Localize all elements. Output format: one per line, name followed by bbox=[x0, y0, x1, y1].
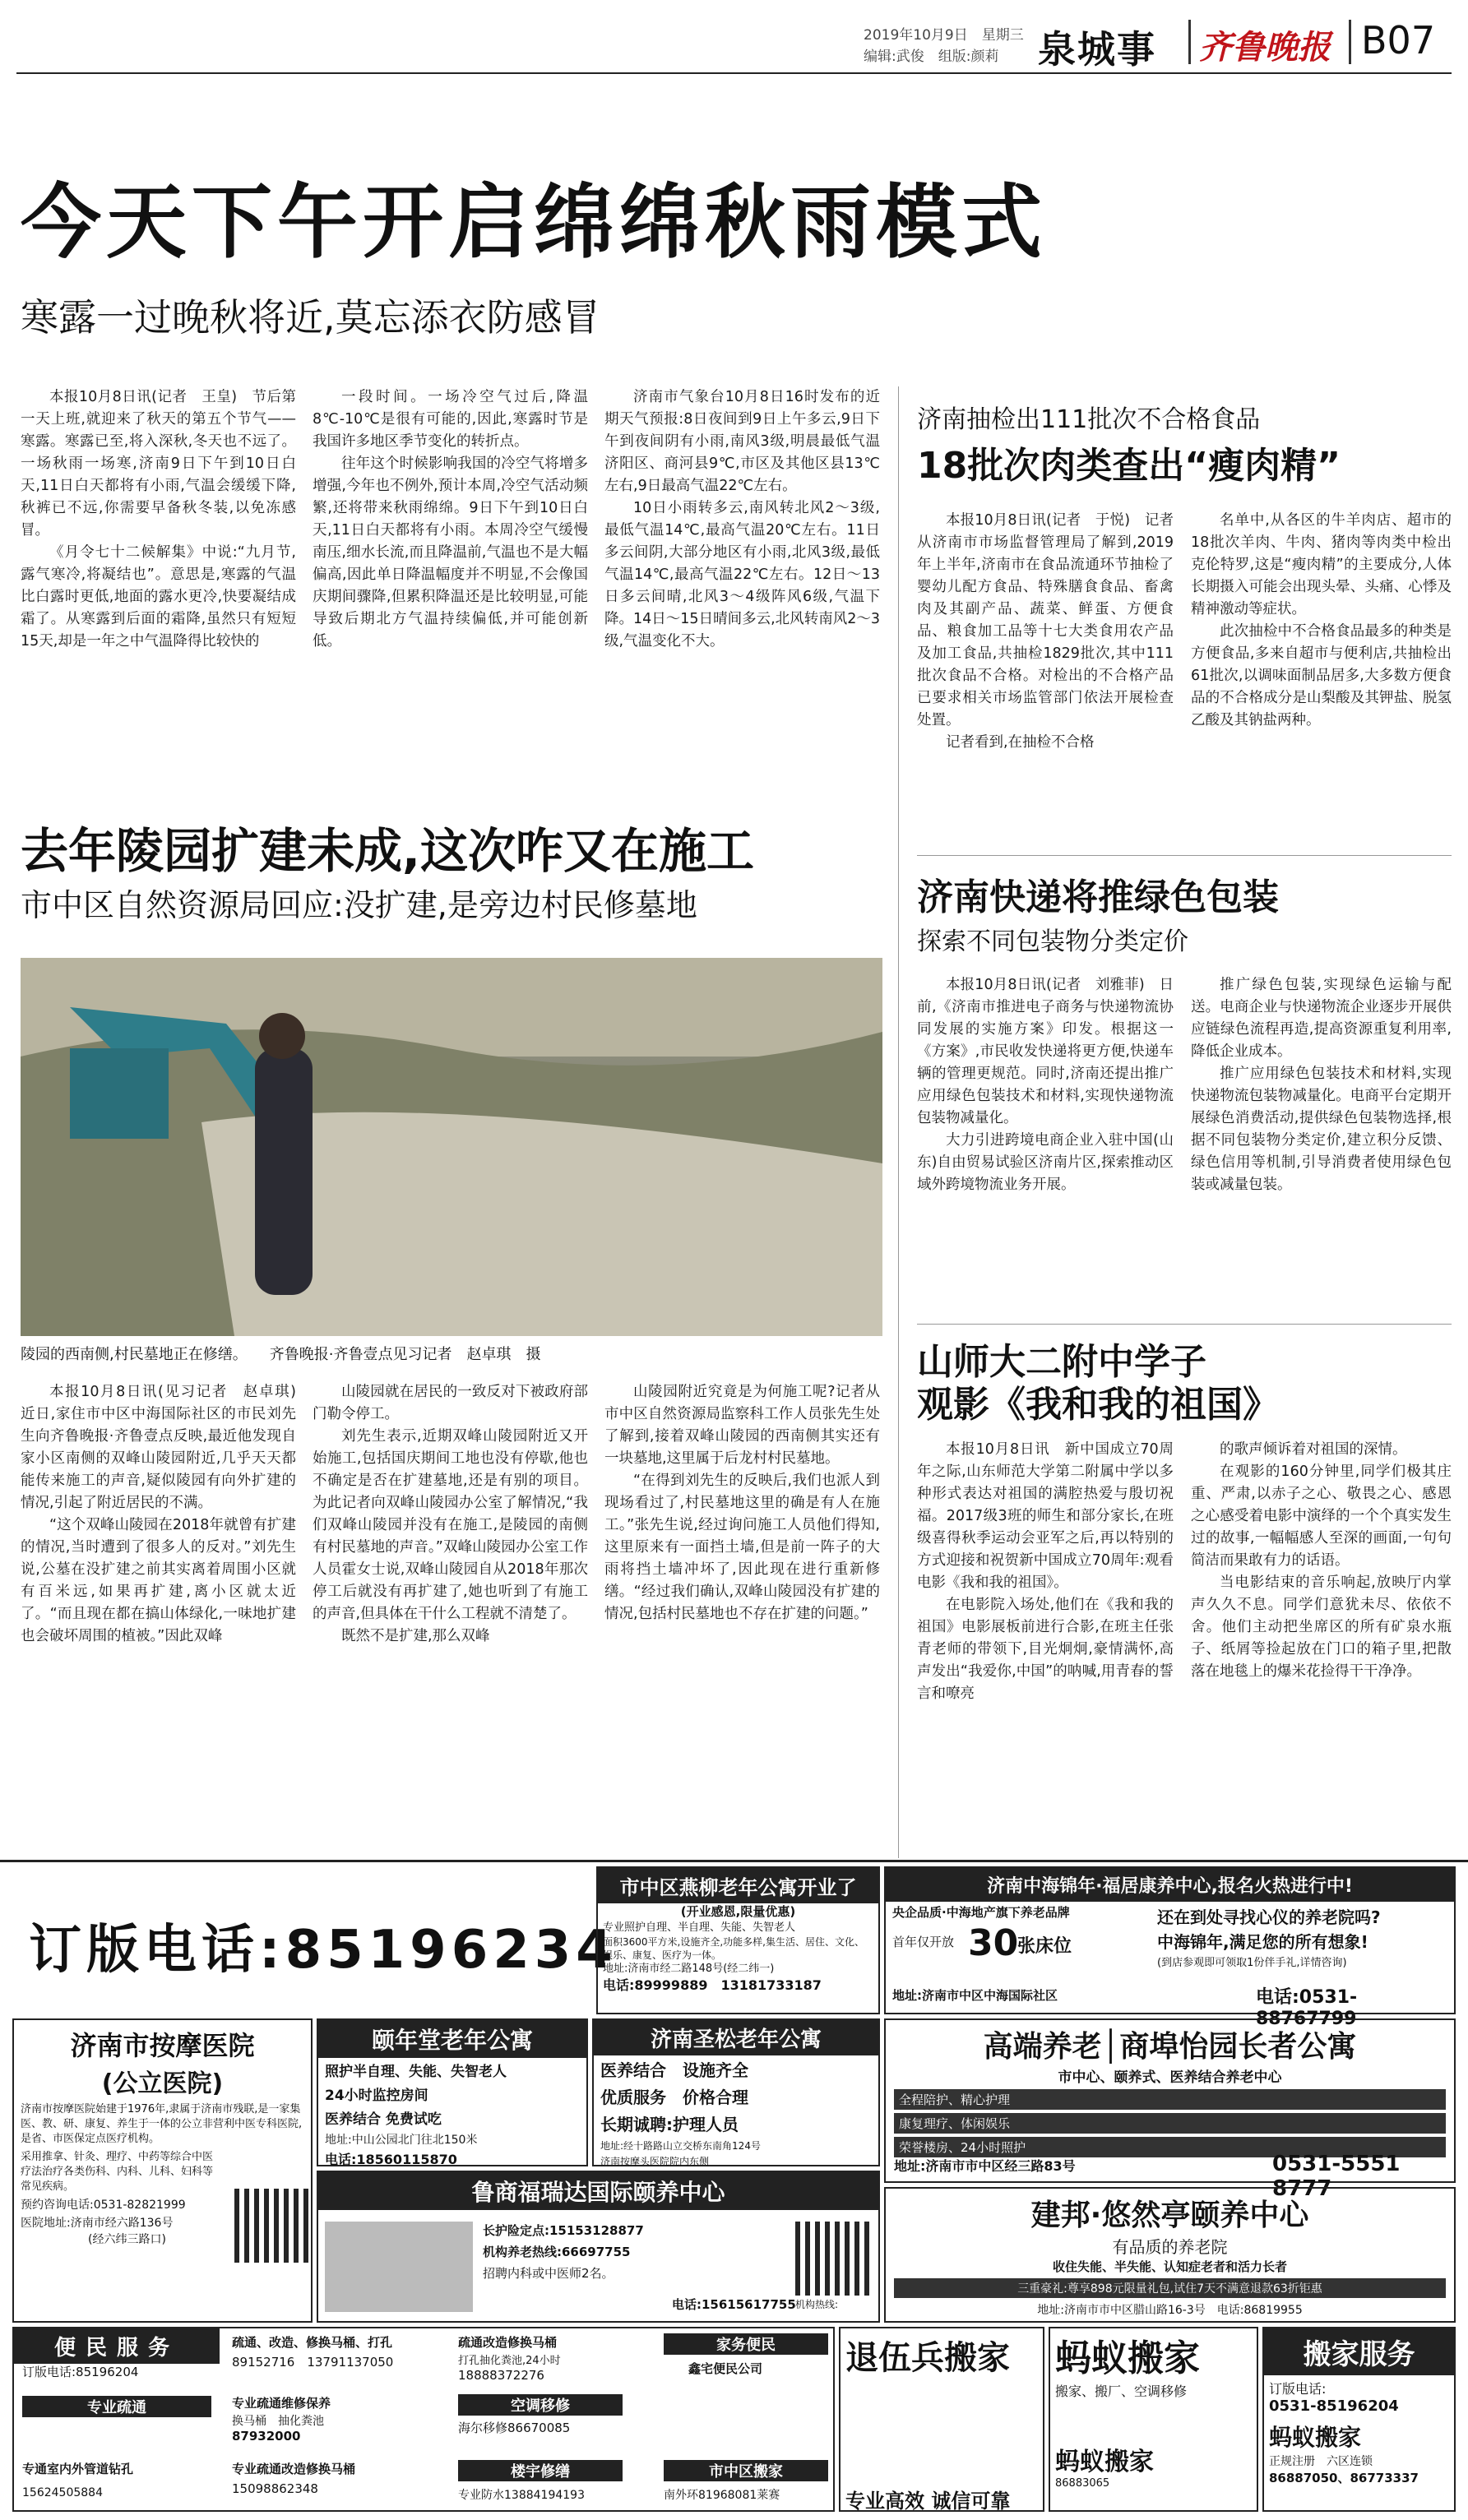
jianbang-promo: 三重豪礼:尊享898元限量礼包,试住7天不满意退款63折钜惠 bbox=[894, 2278, 1446, 2298]
paragraph: 既然不是扩建,那么双峰 bbox=[341, 1628, 490, 1644]
yinian-address: 地址:中山公园北门往北150米 bbox=[325, 2134, 478, 2147]
jianbang-sub: 有品质的养老院 bbox=[1112, 2237, 1228, 2257]
gaoduan-sub: 市中心、颐养式、医养结合养老中心 bbox=[1058, 2069, 1282, 2086]
jianbang-ad bbox=[884, 2187, 1456, 2323]
gaoduan-feature: 荣誉楼房、24小时照护 bbox=[894, 2137, 1446, 2157]
paragraph: 《月令七十二候解集》中说:“九月节,露气寒冷,将凝结也”。意思是,寒露的气温比白露时更低,地面的露水更冷,快要凝结成霜了。从寒露到后面的霜降,虽然只有短短15天,却是一年之中气温降得比较快的 bbox=[21, 544, 296, 650]
bianmin-category: 家务便民 bbox=[664, 2333, 828, 2355]
fujing-slogan: 中海锦年,满足您的所有想象! bbox=[1157, 1932, 1368, 1952]
massage-hospital-ad bbox=[12, 2018, 313, 2323]
shengsong-line: 医养结合 设施齐全 bbox=[600, 2060, 748, 2080]
paragraph: 名单中,从各区的牛羊肉店、超市的18批次羊肉、牛肉、猪肉等肉类中检出克伦特罗,这是“瘦肉精”的主要成分,人体长期摄入可能会出现头晕、头痛、心悸及精神激动等症状。 bbox=[1191, 512, 1452, 617]
gaoduan-phone: 0531-5551 8777 bbox=[1272, 2152, 1401, 2201]
yinian-ad bbox=[317, 2018, 588, 2166]
qr-code-icon bbox=[795, 2222, 869, 2296]
page-number: B07 bbox=[1361, 18, 1436, 62]
bianmin-service: 疏通改造修换马桶 bbox=[458, 2335, 558, 2350]
yinian-tel: 电话:18560115870 bbox=[325, 2152, 457, 2167]
bianmin-category: 专业疏通 bbox=[22, 2396, 211, 2417]
express-column-1 bbox=[917, 974, 1174, 1328]
paragraph: 本报10月8日讯 新中国成立70周年之际,山东师范大学第二附属中学以多种形式表达对祖国的满腔热爱与殷切祝福。2017级3班的师生和部分家长,在班级喜得秋季运动会亚军之后,再以特别的方式迎接和祝贺新中国成立70周年:观看电影《我和我的祖国》。 bbox=[917, 1441, 1174, 1591]
paragraph: 刘先生表示,近期双峰山陵园附近又开始施工,包括国庆期间工地也没有停歇,他也不确定是否在扩建墓地,还是有别的项目。为此记者向双峰山陵园办公室了解情况,“我们双峰山陵园并没有在施工,是陵园的南侧有村民墓地的声音。”双峰山陵园办公室工作人员霍女士说,双峰山陵园自从2018年那次停工后就没有再扩建了,她也听到了有施工的声音,但具体在干什么工程就不清楚了。 bbox=[313, 1428, 588, 1622]
photo-person bbox=[255, 1048, 313, 1295]
fujing-first-year: 首年仅开放 bbox=[892, 1935, 955, 1949]
bianmin-phone: 87932000 bbox=[232, 2429, 301, 2444]
banjia-phone: 0531-85196204 bbox=[1269, 2397, 1399, 2415]
massage-tel: 预约咨询电话:0531-82821999 bbox=[21, 2199, 186, 2212]
lead-headline: 今天下午开启绵绵秋雨模式 bbox=[21, 176, 1048, 270]
bianmin-phone: 15624505884 bbox=[22, 2486, 103, 2499]
shengsong-address: 地址:经十路路山立交桥东南角124号 bbox=[600, 2140, 761, 2152]
massage-sub: (公立医院) bbox=[101, 2069, 224, 2098]
paragraph: 济南市气象台10月8日16时发布的近期天气预报:8日夜间到9日上午多云,9日下午到夜间阴有小雨,南风3级,明晨最低气温济阳区、商河县9℃,市区及其他区县13℃左右,9日最高气温22℃左右。 bbox=[604, 389, 880, 494]
paragraph: 往年这个时候影响我国的冷空气将增多增强,今年也不例外,预计本周,冷空气活动频繁,还将带来秋雨绵绵。9日下午到10日白天,11日白天都将有小雨。本周冷空气缓慢南压,细水长流,而且降温前,气温也不是大幅偏高,因此单日降温幅度并不明显,不会像国庆期间骤降,但累积降温还是比较明显,可能导致后期北方气温持续偏低,并可能创新低。 bbox=[313, 455, 588, 650]
yanliu-line: 面积3600平方米,设施齐全,功能多样,集生活、居住、文化、娱乐、康复、医疗为一体。 bbox=[603, 1936, 864, 1961]
bianmin-service: 专业疏通改造修换马桶 bbox=[232, 2462, 356, 2476]
masthead-divider bbox=[1188, 20, 1191, 64]
tomb-column-1 bbox=[21, 1381, 311, 1875]
paragraph: 山陵园就在居民的一致反对下被政府部门勒令停工。 bbox=[313, 1384, 588, 1422]
section-name: 泉城事 bbox=[1038, 27, 1156, 72]
express-headline: 济南快递将推绿色包装 bbox=[917, 876, 1279, 918]
paragraph: 推广绿色包装,实现绿色运输与配送。电商企业与快递物流企业逐步开展供应链绿色流程再造,提高资源重复利用率,降低企业成本。 bbox=[1191, 977, 1452, 1060]
lushang-title: 鲁商福瑞达国际颐养中心 bbox=[318, 2172, 878, 2210]
movie-headline-2: 观影《我和我的祖国》 bbox=[917, 1384, 1279, 1426]
fujing-address: 地址:济南市中区中海国际社区 bbox=[892, 1988, 1058, 2003]
lead-column-1 bbox=[21, 386, 296, 789]
yinian-line: 照护半自理、失能、失智老人 bbox=[325, 2064, 507, 2080]
gaoduan-feature: 康复理疗、体闲娱乐 bbox=[894, 2113, 1446, 2134]
editors-credit: 编辑:武俊 组版:颜莉 bbox=[864, 49, 999, 65]
bianmin-phone: 89152716 13791137050 bbox=[232, 2355, 394, 2370]
tomb-subhead: 市中区自然资源局回应:没扩建,是旁边村民修墓地 bbox=[21, 887, 697, 923]
lushang-recruit: 招聘内科或中医师2名。 bbox=[483, 2266, 614, 2281]
express-column-2 bbox=[1191, 974, 1452, 1328]
fujing-beds-unit: 张床位 bbox=[1017, 1936, 1072, 1957]
paper-logo: 齐鲁晚报 bbox=[1199, 28, 1331, 67]
bianmin-sub: 订版电话:85196204 bbox=[22, 2365, 139, 2379]
banjia-title: 搬家服务 bbox=[1264, 2328, 1454, 2375]
banjia-phone-2: 86887050、86773337 bbox=[1269, 2471, 1419, 2485]
bianmin-phone: 15098862348 bbox=[232, 2481, 318, 2496]
gaoduan-address: 地址:济南市市中区经三路83号 bbox=[894, 2158, 1076, 2174]
banjia-ad bbox=[1262, 2327, 1456, 2512]
masthead-divider-2 bbox=[1349, 20, 1351, 64]
fujing-ad bbox=[884, 1866, 1456, 2029]
jianbang-line: 收住失能、半失能、认知症老者和活力长者 bbox=[1052, 2259, 1287, 2274]
banjia-info: 正规注册 六区连锁 bbox=[1269, 2455, 1373, 2468]
bianmin-phone: 18888372276 bbox=[458, 2368, 544, 2383]
massage-treatment: 采用推拿、针灸、理疗、中药等综合中医疗法治疗各类伤科、内科、儿科、妇科等常见疾病。 bbox=[21, 2151, 214, 2193]
yanliu-line: 专业照护自理、半自理、失能、失智老人 bbox=[603, 1921, 796, 1934]
yinian-line: 24小时监控房间 bbox=[325, 2088, 428, 2104]
movie-headline-1: 山师大二附中学子 bbox=[917, 1341, 1206, 1383]
lushang-tel: 长护险定点:15153128877 bbox=[483, 2223, 644, 2238]
tuiwu-title: 退伍兵搬家 bbox=[845, 2339, 1010, 2377]
massage-address-2: (经六纬三路口) bbox=[88, 2233, 166, 2246]
excavator-cab bbox=[70, 1048, 169, 1139]
shengsong-title: 济南圣松老年公寓 bbox=[594, 2020, 878, 2055]
column-divider bbox=[898, 386, 899, 1858]
lead-column-3 bbox=[604, 386, 880, 789]
bianmin-service: 打孔抽化粪池,24小时 bbox=[458, 2355, 561, 2367]
bianmin-service: 专通室内外管道钻孔 bbox=[22, 2462, 134, 2476]
paragraph: 当电影结束的音乐响起,放映厅内掌声久久不息。同学们意犹未尽、依依不舍。他们主动把坐席区的所有矿泉水瓶子、纸屑等捡起放在门口的箱子里,把散落在地毯上的爆米花捡得干干净净。 bbox=[1191, 1574, 1452, 1680]
shengsong-address-2: 济南按摩头医院院内东侧 bbox=[600, 2156, 710, 2167]
banjia-sub: 订版电话: bbox=[1269, 2381, 1327, 2397]
story-divider-2 bbox=[917, 1324, 1452, 1325]
story-divider bbox=[917, 855, 1452, 856]
meat-kicker: 济南抽检出111批次不合格食品 bbox=[917, 405, 1261, 434]
meat-column-2 bbox=[1191, 510, 1452, 855]
paragraph: 在观影的160分钟里,同学们极其庄重、严肃,以赤子之心、敬畏之心、感恩之心感受着电影中演绎的一个个真实发生过的故事,一幅幅感人至深的画面,一句句简洁而果敢有力的话语。 bbox=[1191, 1463, 1452, 1569]
tomb-headline: 去年陵园扩建未成,这次咋又在施工 bbox=[21, 823, 755, 879]
masthead-rule bbox=[16, 72, 1452, 74]
yanliu-title: 市中区燕柳老年公寓开业了 bbox=[598, 1868, 878, 1903]
bianmin-company: 鑫宅便民公司 bbox=[688, 2361, 763, 2376]
bianmin-title: 便民服务 bbox=[14, 2328, 220, 2364]
paragraph: 推广应用绿色包装技术和材料,实现快递物流包装物减量化。电商平台定期开展绿色消费活动,提供绿色包装物选择,根据不同包装物分类定价,建立积分反馈、绿色信用等机制,引导消费者使用绿色包装或减量包装。 bbox=[1191, 1066, 1452, 1193]
paragraph: 10日小雨转多云,南风转北风2～3级,最低气温14℃,最高气温20℃左右。11日多云间阴,大部分地区有小雨,北风3级,最低气温14℃,最高气温22℃左右。12日～13日多云间晴,北风3～4级阵风6级,气温下降。14日～15日晴间多云,北风转南风2～3级,气温变化不大。 bbox=[604, 500, 880, 650]
jianbang-address: 地址:济南市市中区腊山路16-3号 电话:86819955 bbox=[1037, 2304, 1303, 2317]
tuiwu-slogan: 专业高效 诚信可靠 bbox=[845, 2490, 1011, 2513]
gaoduan-title: 高端养老│商埠怡园长者公寓 bbox=[983, 2030, 1357, 2064]
movie-column-1 bbox=[917, 1439, 1174, 1858]
paragraph: 此次抽检中不合格食品最多的种类是方便食品,多来自超市与便利店,共抽检出61批次,以调味面制品居多,大多数方便食品的不合格成分是山梨酸及其钾盐、脱氢乙酸及其钠盐两种。 bbox=[1191, 623, 1452, 728]
shengsong-ad bbox=[592, 2018, 880, 2166]
lushang-tel-2: 机构养老热线:66697755 bbox=[483, 2245, 631, 2259]
yinian-line: 医养结合 免费试吃 bbox=[325, 2111, 442, 2128]
bianmin-ad bbox=[12, 2327, 835, 2512]
bianmin-phone: 南外环81968081莱赛 bbox=[664, 2489, 780, 2502]
issue-date: 2019年10月9日 星期三 bbox=[864, 27, 1024, 44]
yanliu-tel: 电话:89999889 13181733187 bbox=[603, 1977, 822, 1993]
paragraph: 本报10月8日讯(记者 刘雅菲) 日前,《济南市推进电子商务与快递物流协同发展的实施方案》印发。根据这一《方案》,市民收发快递将更方便,快递车辆的管理更规范。同时,济南还提出推广应用绿色包装技术和材料,实现快递物流包装物减量化。 bbox=[917, 977, 1174, 1126]
bianmin-service: 换马桶 抽化粪池 bbox=[232, 2415, 324, 2428]
yanliu-sub: (开业感恩,限量优惠) bbox=[680, 1904, 796, 1919]
fujing-note: (到店参观即可领取1份伴手礼,详情咨询) bbox=[1157, 1957, 1347, 1969]
mayi-phone: 86883065 bbox=[1055, 2477, 1110, 2490]
mayi-services: 搬家、搬厂、空调移修 bbox=[1055, 2384, 1188, 2399]
lead-subhead: 寒露一过晚秋将近,莫忘添衣防感冒 bbox=[21, 295, 600, 340]
shengsong-line: 优质服务 价格合理 bbox=[600, 2088, 748, 2107]
paragraph: 大力引进跨境电商企业入驻中国(山东)自由贸易试验区济南片区,探索推动区域外跨境物流业务开展。 bbox=[917, 1132, 1174, 1193]
bianmin-service: 专业疏通维修保养 bbox=[232, 2396, 331, 2411]
jianbang-title: 建邦·悠然亭颐养中心 bbox=[1030, 2199, 1309, 2232]
mayi-ad bbox=[1049, 2327, 1258, 2512]
tomb-column-3 bbox=[604, 1381, 880, 1875]
fujing-question: 还在到处寻找心仪的养老院吗? bbox=[1157, 1907, 1381, 1927]
meat-headline: 18批次肉类查出“瘦肉精” bbox=[917, 445, 1341, 487]
construction-photo bbox=[21, 958, 882, 1336]
fujing-beds-count: 30 bbox=[968, 1922, 1019, 1964]
photo-person-head bbox=[259, 1013, 305, 1059]
tomb-column-2 bbox=[313, 1381, 588, 1875]
tuiwu-ad bbox=[839, 2327, 1044, 2512]
fujing-brand: 央企品质·中海地产旗下养老品牌 bbox=[892, 1905, 1070, 1920]
fujing-title: 济南中海锦年·福居康养中心,报名火热进行中! bbox=[886, 1868, 1454, 1902]
paragraph: 本报10月8日讯(记者 于悦) 记者从济南市市场监督管理局了解到,2019年上半年,济南市在食品流通环节抽检了婴幼儿配方食品、特殊膳食食品、畜禽肉及其副产品、蔬菜、鲜蛋、方便食品、粮食加工品等十七大类食用农产品及加工食品,共抽检1829批次,其中111批次食品不合格。对检出的不合格产品已要求相关市场监管部门依法开展检查处置。 bbox=[917, 512, 1174, 728]
bianmin-category: 楼宇修缮 bbox=[458, 2460, 623, 2481]
massage-title: 济南市按摩医院 bbox=[70, 2030, 255, 2061]
bianmin-service: 疏通、改造、修换马桶、打孔 bbox=[232, 2335, 393, 2350]
gaoduan-feature: 全程陪护、精心护理 bbox=[894, 2089, 1446, 2110]
express-subhead: 探索不同包装物分类定价 bbox=[917, 927, 1188, 956]
yanliu-line: 地址:济南市经二路148号(经二纬一) bbox=[603, 1963, 775, 1975]
bianmin-category: 空调移修 bbox=[458, 2394, 623, 2416]
massage-intro: 济南市按摩医院始建于1976年,隶属于济南市残联,是一家集医、教、研、康复、养生于一体的公立非营利中医专科医院,是省、市医保定点医疗机构。 bbox=[21, 2103, 303, 2145]
paragraph: 山陵园附近究竟是为何施工呢?记者从市中区自然资源局监察科工作人员张先生处了解到,接着双峰山陵园的西南侧其实还有一块墓地,这里属于后龙村村民墓地。 bbox=[604, 1384, 880, 1467]
qr-code-icon bbox=[234, 2189, 308, 2263]
paragraph: 一段时间。一场冷空气过后,降温8℃-10℃是很有可能的,因此,寒露时节是我国许多地区季节变化的转折点。 bbox=[313, 389, 588, 450]
massage-address: 医院地址:济南市经六路136号 bbox=[21, 2217, 174, 2230]
photo-scene bbox=[21, 958, 882, 1336]
paragraph: 在电影院入场处,他们在《我和我的祖国》电影展板前进行合影,在班主任张青老师的带领下,目光炯炯,豪情满怀,高声发出“我爱你,中国”的呐喊,用青春的誓言和嘹亮 bbox=[917, 1597, 1174, 1702]
yinian-title: 颐年堂老年公寓 bbox=[318, 2020, 586, 2058]
subscribe-phone: 订版电话:85196234 bbox=[29, 1920, 618, 1981]
paragraph: 记者看到,在抽检不合格 bbox=[946, 734, 1095, 751]
lead-column-2 bbox=[313, 386, 588, 789]
lushang-building-photo bbox=[325, 2222, 473, 2312]
gaoduan-ad bbox=[884, 2018, 1456, 2201]
photo-caption: 陵园的西南侧,村民墓地正在修缮。 齐鲁晚报·齐鲁壹点见习记者 赵卓琪 摄 bbox=[21, 1346, 541, 1363]
ads-top-rule bbox=[0, 1860, 1468, 1862]
bianmin-phone: 专业防水13884194193 bbox=[458, 2489, 585, 2502]
paragraph: 的歌声倾诉着对祖国的深情。 bbox=[1220, 1441, 1407, 1458]
banjia-brand: 蚂蚁搬家 bbox=[1269, 2424, 1362, 2451]
movie-column-2 bbox=[1191, 1439, 1452, 1858]
paragraph: “这个双峰山陵园在2018年就曾有扩建的情况,当时遭到了很多人的反对。”刘先生说,公墓在没扩建之前其实离着周围小区就有百米远,如果再扩建,离小区就太近了。“而且现在都在搞山体绿化,一味地扩建也会破坏周围的植被。”因此双峰 bbox=[21, 1517, 296, 1644]
lushang-ad bbox=[317, 2171, 880, 2323]
paragraph: “在得到刘先生的反映后,我们也派人到现场看过了,村民墓地这里的确是有人在施工。”张先生说,经过询问施工人员他们得知,这里原来有一面挡土墙,但是前一阵子的大雨将挡土墙冲坏了,因此现在进行重新修缮。“经过我们确认,双峰山陵园没有扩建的情况,包括村民墓地也不存在扩建的问题。” bbox=[604, 1473, 880, 1622]
meat-column-1 bbox=[917, 510, 1174, 855]
bianmin-category: 市中区搬家 bbox=[664, 2460, 828, 2481]
paragraph: 本报10月8日讯(见习记者 赵卓琪) 近日,家住市中区中海国际社区的市民刘先生向齐鲁晚报·齐鲁壹点反映,最近他发现自家小区南侧的双峰山陵园附近,几乎天天都能传来施工的声音,疑似陵园有向外扩建的情况,引起了附近居民的不满。 bbox=[21, 1384, 311, 1511]
yanliu-ad bbox=[596, 1866, 880, 2014]
lushang-mtel: 电话:15615617755 bbox=[672, 2297, 796, 2312]
paragraph: 本报10月8日讯(记者 王皇) 节后第一天上班,就迎来了秋天的第五个节气——寒露。寒露已至,将入深秋,冬天也不远了。一场秋雨一场寒,济南9日下午到10日白天,11日白天都将有小雨,气温会缓缓下降,秋裤已不远,你需要早备秋冬装,以免冻感冒。 bbox=[21, 389, 296, 539]
bianmin-phone: 海尔移修86670085 bbox=[458, 2421, 571, 2435]
subscribe-ad bbox=[12, 1866, 618, 2014]
mayi-title: 蚂蚁搬家 bbox=[1055, 2337, 1200, 2379]
fujing-phone: 电话:0531-88767799 bbox=[1256, 1987, 1358, 2029]
shengsong-line: 长期诚聘:护理人员 bbox=[600, 2115, 739, 2134]
lushang-mtel-label: 机构热线: bbox=[795, 2299, 839, 2310]
mayi-brand: 蚂蚁搬家 bbox=[1055, 2448, 1154, 2476]
